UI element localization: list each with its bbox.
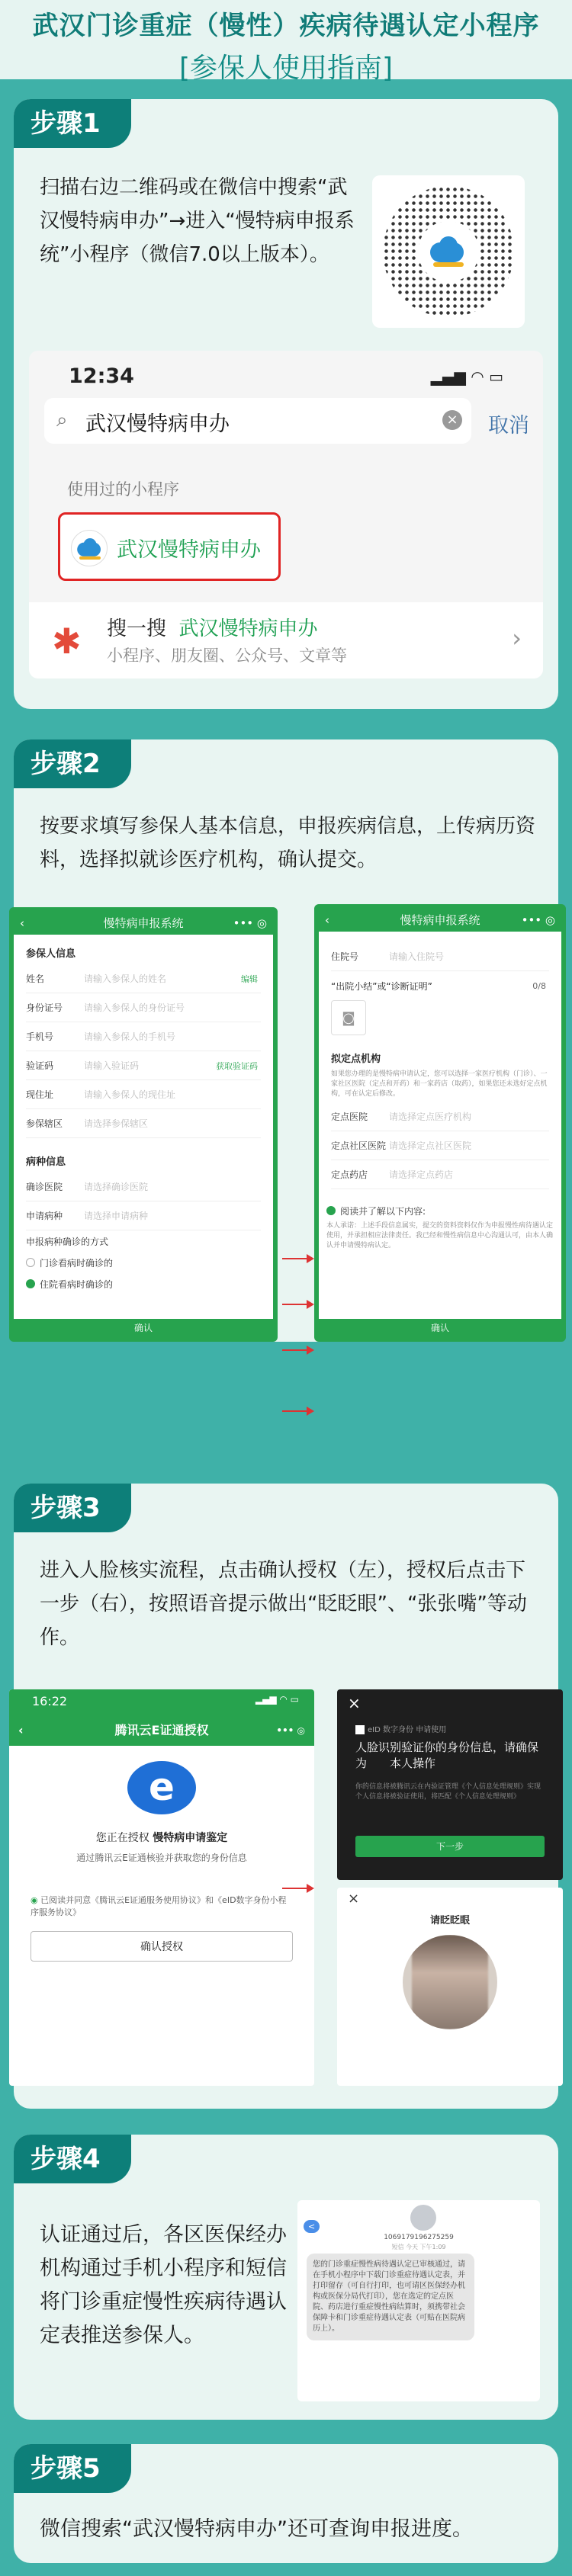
status-time: 16:22 [32,1694,68,1708]
blurred-face-image [412,1935,488,2029]
souyisou-item[interactable] [29,602,543,678]
sms-number: 1069179196275259 [384,2234,454,2241]
confirm-button[interactable]: 确认 [319,1319,561,1337]
auth-target: 慢特病申请鉴定 [153,1832,228,1844]
form-row[interactable]: 定点医院 请选择定点医疗机构 [331,1102,549,1131]
blink-prompt: 请眨眨眼 [429,1915,470,1926]
form-row[interactable]: 确诊医院 请选择确诊医院 [26,1173,261,1201]
contact-avatar [410,2205,436,2231]
step1-text: 扫描右边二维码或在微信中搜索“武汉慢特病申办”→进入“慢特病申报系统”小程序（微信7.0以上版本）。 [40,176,355,266]
radio-option[interactable]: 住院看病时确诊的 [26,1273,261,1294]
agreement-checkbox[interactable]: ◉ 已阅读并同意《腾讯云E证通服务使用协议》和《eID数字身份小程序服务协议》 [31,1895,287,1917]
step3-text: 进入人脸核实流程，点击确认授权（左），授权后点击下一步（右），按照语音提示做出“眨眨眼”、“张张嘴”等动作。 [40,1559,527,1649]
miniprogram-logo-icon [71,530,108,566]
sms-time: 短信 今天 下午1:09 [391,2244,446,2250]
arrow-connector [282,1304,313,1305]
step3-card [14,1484,558,2109]
form-row[interactable]: 身份证号 请输入参保人的身份证号 [26,993,261,1022]
close-icon[interactable]: × [348,1891,360,1907]
signal-wifi-battery-icon: ▂▄▆ ◠ ▭ [430,367,503,386]
step5-text: 微信搜索“武汉慢特病申办”还可查询申报进度。 [40,2517,473,2541]
form-row[interactable]: 现住址 请输入参保人的现住址 [26,1080,261,1109]
used-miniprograms-label: 使用过的小程序 [67,480,179,499]
back-icon[interactable]: ‹ [325,913,329,927]
mini-title: 慢特病申报系统 [400,913,480,927]
step1-card [14,99,558,709]
step2-text: 按要求填写参保人基本信息，申报疾病信息，上传病历资料，选择拟就诊医疗机构，确认提交。 [40,815,536,871]
more-icon[interactable]: ••• ◎ [276,1725,305,1736]
arrow-connector [282,1258,313,1259]
step1-tab: 步骤1 [14,99,131,148]
upload-label: “出院小结”或“诊断证明” 0/8 [331,980,546,992]
notice-text: 本人承诺：上述手段信息属实，提交的资料资料仅作为申报慢性病待遇认定使用，并承担相应法律责任。我已经和慢性病信息中心沟通认可，由本人确认并申请慢特病认定。 [326,1222,554,1250]
step3-tab: 步骤3 [14,1484,131,1532]
agree-checkbox[interactable]: 阅读并了解以下内容: [326,1200,554,1221]
insured-info-section [20,941,267,1143]
qr-center-logo [418,221,479,282]
close-icon[interactable]: × [348,1694,361,1712]
disease-info-section [20,1149,267,1299]
back-icon[interactable]: ‹ [20,916,24,930]
step2-card [14,739,558,1342]
form-row[interactable]: 定点药店 请选择定点药店 [331,1160,549,1189]
step5-card [14,2444,558,2563]
form-screenshot-left [9,907,278,1342]
section-title: 拟定点机构 [331,1054,381,1065]
wechat-search-screenshot [29,351,543,678]
sms-screenshot [297,2200,540,2401]
cancel-button[interactable]: 取消 [488,414,529,438]
search-input[interactable] [44,398,471,444]
tencent-eid-logo-icon: e [127,1761,196,1814]
section-desc: 如果您办理的是慢特病申请认定，您可以选择一家医疗机构（门诊）、一家社区医院（定点和开药）和一家药店（取药），如果您还未选好定点机构，可在认定后修改。 [331,1070,548,1098]
radio-option[interactable]: 门诊看病时确诊的 [26,1252,261,1273]
arrow-connector [282,1888,313,1889]
page-header [0,0,572,84]
confirm-auth-button[interactable]: 确认授权 [31,1931,293,1962]
designated-institution-section [325,1046,555,1194]
face-auth-screenshot [337,1689,563,1880]
back-icon[interactable]: ‹ [18,1723,24,1737]
search-value: 武汉慢特病申办 [85,412,230,436]
step4-tab: 步骤4 [14,2135,131,2183]
mode-label: 申报病种确诊的方式 [26,1236,109,1247]
form-row[interactable]: 定点社区医院 请选择定点社区医院 [331,1131,549,1160]
sms-bubble: 您的门诊重症慢性病待遇认定已审核通过，请在手机小程序中下载门诊重症待遇认定表，并打印留存（可自行打印，也可请区医保经办机构或医保分局代打印），您在选定的定点医院、药店进行重症慢性病结算时，须携带社会保障卡和门诊重症待遇认定表（可贴在医院病历上）。 [307,2254,474,2340]
form-row[interactable]: 姓名 请输入参保人的姓名 编辑 [26,964,261,993]
form-row[interactable]: 验证码 请输入验证码 获取验证码 [26,1051,261,1080]
page-title: 武汉门诊重症（慢性）疾病待遇认定小程序 [32,11,540,41]
auth-title: 腾讯云E证通授权 [114,1723,209,1737]
chevron-right-icon: › [512,624,522,653]
arrow-connector [282,1410,313,1412]
back-button[interactable]: < [304,2220,320,2233]
souyisou-sub: 小程序、朋友圈、公众号、文章等 [107,646,347,665]
form-row[interactable]: 申请病种 请选择申请病种 [26,1201,261,1230]
form-screenshot-right [314,904,566,1342]
souyisou-icon: ✱ [52,621,82,662]
camera-upload-icon[interactable]: ◙ [331,1000,366,1035]
step5-tab: 步骤5 [14,2444,131,2493]
step2-tab: 步骤2 [14,739,131,788]
section-title: 参保人信息 [26,948,76,960]
cloud-logo-icon [427,236,470,267]
auth-screenshot: 16:22 ▂▄▆ ◠ ▭ ‹ 腾讯云E证通授权 ••• ◎ e 您正在授权 慢特病申请鉴定 通过腾讯云E证通核验并获取您的身份信息 ◉ 已阅读并同意《腾讯云E证通服务使用协议》和《eID数字身份小程序服务协议》 确认授权 [9,1689,314,2086]
auth-desc: 通过腾讯云E证通核验并获取您的身份信息 [76,1853,247,1863]
miniprogram-result[interactable] [58,512,281,581]
arrow-connector [282,1349,313,1351]
face-auth-desc: 你的信息将被腾讯云在内验证管理《个人信息处理规则》实现个人信息将被验证使用，将匹配《个人信息处理规则》 [355,1783,541,1801]
souyisou-label: 搜一搜 [107,618,167,640]
qr-code [372,175,525,328]
form-row[interactable]: 参保辖区 请选择参保辖区 [26,1109,261,1138]
blink-screenshot [337,1888,563,2086]
step4-card [14,2135,558,2420]
step4-text: 认证通过后，各区医保经办机构通过手机小程序和短信将门诊重症慢性疾病待遇认定表推送参保人。 [40,2223,287,2347]
status-time: 12:34 [69,364,134,388]
signal-icon: ▂▄▆ ◠ ▭ [255,1694,299,1705]
section-title: 病种信息 [26,1156,66,1168]
souyisou-term: 武汉慢特病申办 [178,618,318,640]
more-icon[interactable]: ••• ◎ [233,916,267,930]
search-icon: ⌕ [56,409,68,431]
eid-app-label: eID 数字身份 申请使用 [355,1723,446,1734]
clear-icon[interactable]: × [442,410,462,430]
face-auth-title: 人脸识别验证你的身份信息，请确保为 本人操作 [355,1740,539,1770]
form-row[interactable]: 手机号 请输入参保人的手机号 [26,1022,261,1051]
page-subtitle: [参保人使用指南] [178,53,394,84]
form-row[interactable]: 住院号 请输入住院号 [331,942,549,971]
face-circle [403,1935,497,2029]
confirm-button[interactable]: 确认 [14,1319,273,1337]
mini-title: 慢特病申报系统 [103,916,184,930]
more-icon[interactable]: ••• ◎ [521,913,555,927]
miniprogram-name: 武汉慢特病申办 [117,538,261,562]
next-button[interactable]: 下一步 [355,1836,545,1857]
